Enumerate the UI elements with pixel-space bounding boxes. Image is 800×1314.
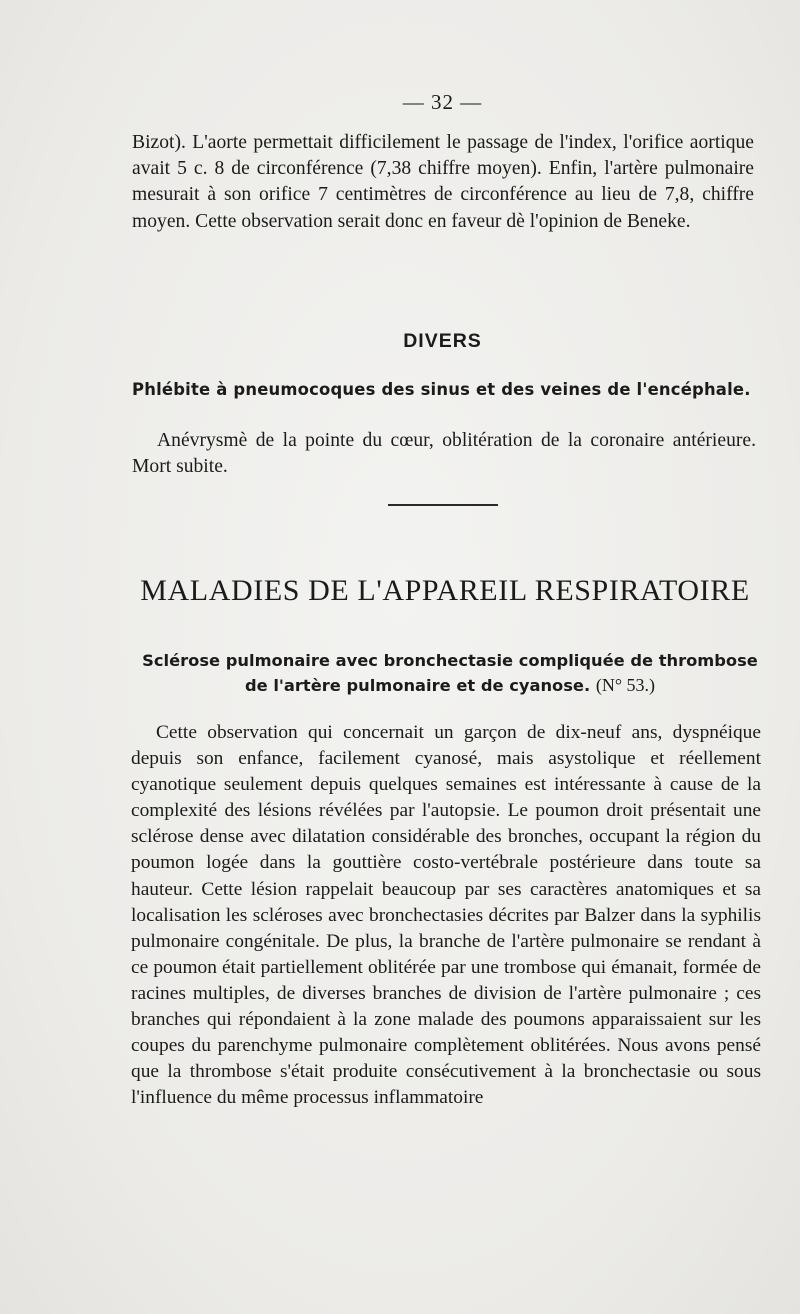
section-divider (388, 504, 498, 506)
anevrysme-paragraph: Anévrysmè de la pointe du cœur, oblitération de la coronaire antérieure. Mort subite. (132, 430, 756, 478)
intro-paragraph: Bizot). L'aorte permettait difficilement le passage de l'index, l'orifice aortique avait 5 c. 8 de circonférence (7,38 chiffre moyen). Enfin, l'artère pulmonaire mesurait à son orifice 7 centimètres de circonférence au lieu de 7,8, chiffre moyen. Cette observation serait donc en faveur dè l'opinion de Beneke. (132, 132, 754, 232)
page-number: — 32 — (402, 90, 483, 114)
chapter-title: MALADIES DE L'APPAREIL RESPIRATOIRE (140, 574, 750, 607)
case-title (140, 648, 760, 698)
observation-paragraph: Cette observation qui concernait un garçon de dix-neuf ans, dyspnéique depuis son enfance, facilement cyanosé, mais asystolique et réellement cyanotique seulement depuis quelques semaines est intéressante à cause de la complexité des lésions révélées par l'autopsie. Le poumon droit présentait une sclérose dense avec dilatation considérable des bronches, occupant la région du poumon logée dans la gouttière costo-vertébrale postérieure dans toute sa hauteur. Cette lésion rappelait beaucoup par ses caractères anatomiques et sa localisation les scléroses avec bronchectasies décrites par Balzer dans la syphilis pulmonaire congénitale. De plus, la branche de l'artère pulmonaire se rendant à ce poumon était partiellement oblitérée par une trombose qui émanait, formée de racines multiples, de diverses branches de division de l'artère pulmonaire ; ces branches qui répondaient à la zone malade des poumons apparaissaient sur les coupes du parenchyme pulmonaire complètement oblitérées. Nous avons pensé que la thrombose s'était produite consécutivement à la bronchectasie ou sous l'influence du même processus inflammatoire (131, 722, 761, 1109)
subheading: Phlébite à pneumocoques des sinus et des veines de l'encéphale. (132, 380, 751, 399)
section-heading: DIVERS (403, 330, 482, 352)
case-number: (N° 53.) (595, 675, 656, 695)
case-title-text: Sclérose pulmonaire avec bronchectasie compliquée de thrombose de l'artère pulmonaire et de cyanose. (142, 651, 758, 695)
